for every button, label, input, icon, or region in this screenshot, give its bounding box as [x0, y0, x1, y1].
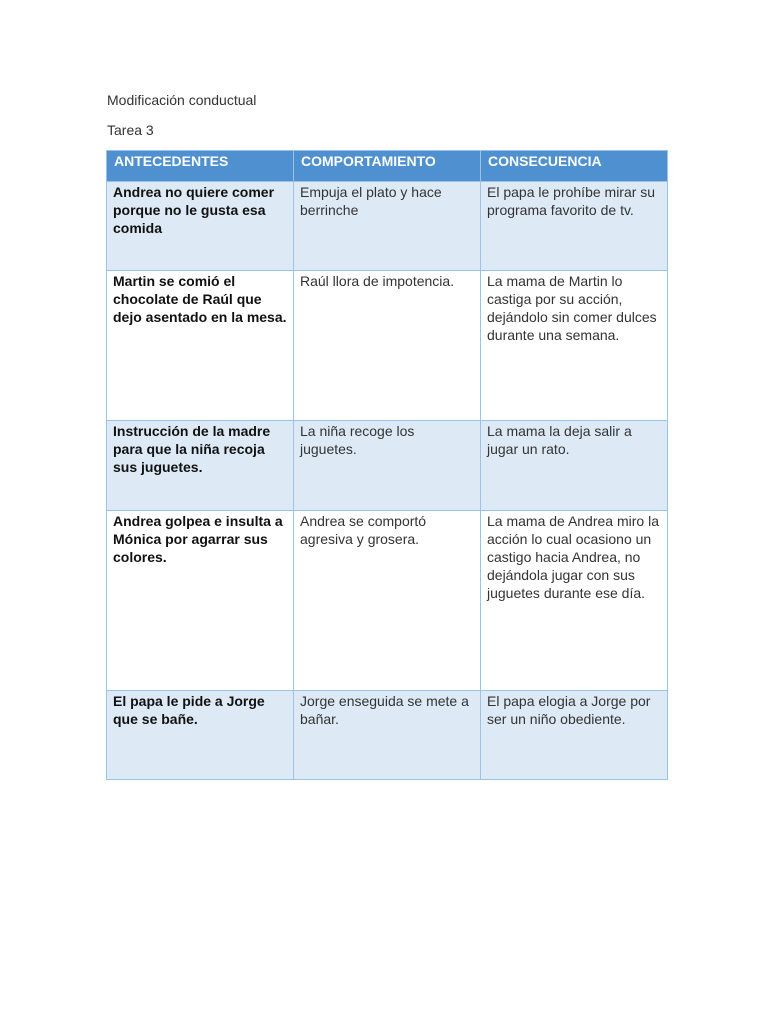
consecuencia-cell: La mama de Martin lo castiga por su acción, dejándolo sin comer dulces durante una semana. [481, 271, 668, 421]
table-row [107, 511, 668, 691]
header-antecedentes: ANTECEDENTES [107, 151, 294, 182]
table-header-row [107, 151, 668, 182]
consecuencia-cell: La mama la deja salir a jugar un rato. [481, 421, 668, 511]
document-title: Modificación conductual [107, 92, 257, 108]
antecedente-cell: Andrea golpea e insulta a Mónica por agarrar sus colores. [107, 511, 294, 691]
consecuencia-cell: El papa elogia a Jorge por ser un niño obediente. [481, 691, 668, 780]
table-row [107, 271, 668, 421]
table-row [107, 182, 668, 271]
header-consecuencia: CONSECUENCIA [481, 151, 668, 182]
antecedente-cell: El papa le pide a Jorge que se bañe. [107, 691, 294, 780]
comportamiento-cell: Empuja el plato y hace berrinche [294, 182, 481, 271]
comportamiento-cell: La niña recoge los juguetes. [294, 421, 481, 511]
abc-behavior-table [106, 150, 668, 780]
table-row [107, 421, 668, 511]
comportamiento-cell: Raúl llora de impotencia. [294, 271, 481, 421]
antecedente-cell: Andrea no quiere comer porque no le gusta esa comida [107, 182, 294, 271]
consecuencia-cell: El papa le prohíbe mirar su programa favorito de tv. [481, 182, 668, 271]
document-subtitle: Tarea 3 [107, 122, 154, 138]
antecedente-cell: Instrucción de la madre para que la niña recoja sus juguetes. [107, 421, 294, 511]
header-comportamiento: COMPORTAMIENTO [294, 151, 481, 182]
consecuencia-cell: La mama de Andrea miro la acción lo cual ocasiono un castigo hacia Andrea, no dejándola jugar con sus juguetes durante ese día. [481, 511, 668, 691]
comportamiento-cell: Andrea se comportó agresiva y grosera. [294, 511, 481, 691]
antecedente-cell: Martin se comió el chocolate de Raúl que dejo asentado en la mesa. [107, 271, 294, 421]
table-row [107, 691, 668, 780]
comportamiento-cell: Jorge enseguida se mete a bañar. [294, 691, 481, 780]
